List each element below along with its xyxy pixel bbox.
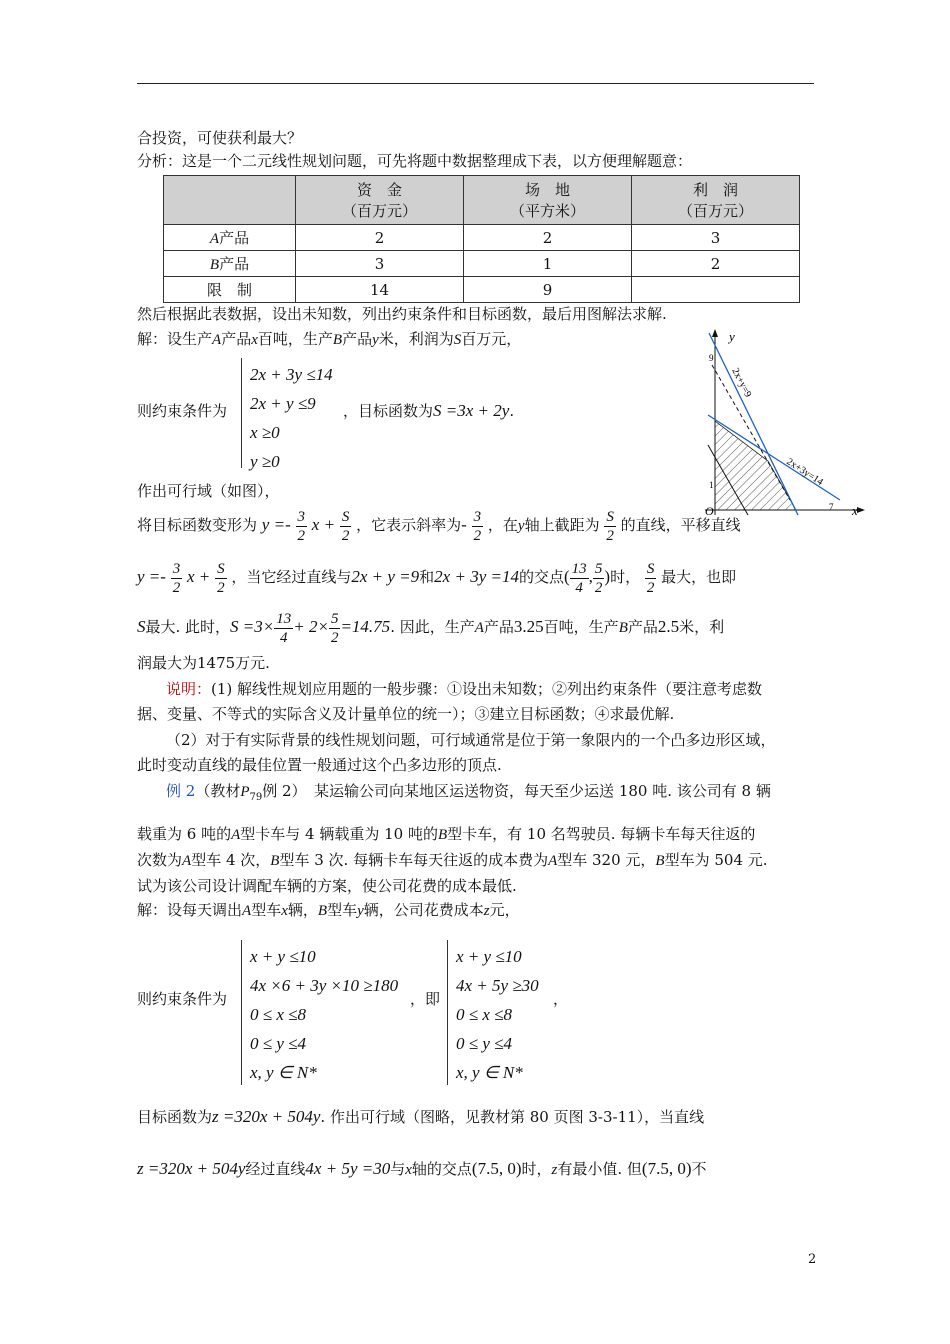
tick-7: 7 — [829, 502, 834, 512]
origin-label: O — [705, 504, 714, 518]
axis-label-y: y — [729, 329, 735, 344]
example-2-line-4: 试为该公司设计调配车辆的方案，使公司花费的成本最低. — [137, 877, 517, 895]
label-2x-plus-3y-14: 2x+3y=14 — [784, 456, 825, 488]
table-row: A产品 2 2 3 — [164, 225, 800, 251]
note-line-3: （2）对于有实际背景的线性规划问题，可行域通常是位于第一象限内的一个凸多边形区域， — [166, 731, 776, 749]
brace — [241, 358, 242, 468]
constraint-system-1: 2x + 3y ≤14 2x + y ≤9 x ≥0 y ≥0 — [250, 365, 333, 471]
constraint-label: 则约束条件为 — [137, 402, 228, 420]
analysis-line: 分析：这是一个二元线性规划问题，可先将题中数据整理成下表，以方便理解题意： — [137, 152, 693, 170]
constraint-label-2: 则约束条件为 — [137, 990, 228, 1008]
page-number: 2 — [808, 1252, 817, 1267]
tick-9: 9 — [709, 353, 714, 363]
data-table — [163, 175, 800, 303]
x-axis-arrow — [857, 507, 865, 513]
feasible-line: 作出可行域（如图）， — [137, 482, 280, 500]
solution-line: 解：设生产A产品x百吨，生产B产品y米，利润为S百万元， — [137, 330, 522, 348]
profit-line: 润最大为1475万元. — [137, 654, 270, 672]
objective-line: ，目标函数为S =3x + 2y. — [343, 401, 515, 420]
constraint-system-3: x + y ≤10 4x + 5y ≥30 0 ≤ x ≤8 0 ≤ y ≤4 x, y ∈ N* — [456, 947, 539, 1082]
label-2x-plus-y-9: 2x+y=9 — [729, 366, 754, 400]
note-line-1: 说明：(1) 解线性规划应用题的一般步骤：①设出未知数；②列出约束条件（要注意考虑数 — [166, 680, 763, 698]
example-2-title: 例 2（教材$P_{79}$例 2） 某运输公司向某地区运送物资，每天至少运送 180 吨. 该公司有 8 辆 — [166, 782, 771, 803]
feasible-region — [715, 421, 796, 510]
y-axis-arrow — [712, 329, 718, 337]
feasible-region-graph — [690, 325, 870, 520]
brace — [241, 940, 242, 1085]
table-header: 资 金 （百万元） — [296, 176, 464, 225]
table-header: 利 润 （百万元） — [632, 176, 800, 225]
minimum-line: z =320x + 504y经过直线4x + 5y =30与x轴的交点(7.5, 0)时，z有最小值. 但(7.5, 0)不 — [137, 1159, 707, 1178]
example-2-line-2: 载重为 6 吨的A型卡车与 4 辆载重为 10 吨的B型卡车，有 10 名驾驶员. 每辆卡车每天往返的 — [137, 825, 756, 843]
intersection-line: y =- $\frac{3}{2}$ x + $\frac{S}{2}$ ，当它经过直线与2x + y =9和2x + 3y =14的交点( $\frac{13}{4}$ , $\frac{5}{2}$ )时， $\frac{S}{2}$ 最大，也即 — [137, 560, 737, 596]
table-row: 限 制 14 9 — [164, 277, 800, 303]
transform-line: 将目标函数变形为 y =- $\frac{3}{2}$ x + $\frac{S}{2}$ ，它表示斜率为- $\frac{3}{2}$ ，在y轴上截距为 $\frac{S}{2}$ 的直线，平移直线 — [137, 508, 741, 544]
objective-line-2: 目标函数为z =320x + 504y. 作出可行域（图略，见教材第 80 页图 3-3-11），当直线 — [137, 1107, 705, 1126]
comma: ， — [553, 990, 569, 1008]
note-line-4: 此时变动直线的最佳位置一般通过这个凸多边形的顶点. — [137, 756, 502, 774]
then-line: 然后根据此表数据，设出未知数，列出约束条件和目标函数，最后用图解法求解. — [137, 305, 667, 323]
header-rule — [137, 83, 814, 84]
brace — [447, 940, 448, 1085]
equivalently-label: ，即 — [410, 990, 441, 1008]
table-header: 场 地 （平方米） — [464, 176, 632, 225]
example-2-line-3: 次数为A型车 4 次，B型车 3 次. 每辆卡车每天往返的成本费为A型车 320 元，B型车为 504 元. — [137, 851, 768, 869]
note-line-2: 据、变量、不等式的实际含义及计量单位的统一）；③建立目标函数；④求最优解. — [137, 705, 675, 723]
result-line: S最大. 此时，S =3× $\frac{13}{4}$ + 2× $\frac{5}{2}$ =14.75. 因此，生产A产品3.25百吨，生产B产品2.5米，利 — [137, 610, 725, 646]
example-2-solution: 解：设每天调出A型车x辆，B型车y辆，公司花费成本z元， — [137, 901, 520, 919]
constraint-system-2: x + y ≤10 4x ×6 + 3y ×10 ≥180 0 ≤ x ≤8 0 ≤ y ≤4 x, y ∈ N* — [250, 947, 399, 1082]
table-corner — [164, 176, 296, 225]
axis-label-x: x — [852, 503, 858, 518]
intro-line: 合投资，可使获利最大？ — [137, 129, 303, 147]
tick-1: 1 — [709, 480, 714, 490]
table-row: B产品 3 1 2 — [164, 251, 800, 277]
